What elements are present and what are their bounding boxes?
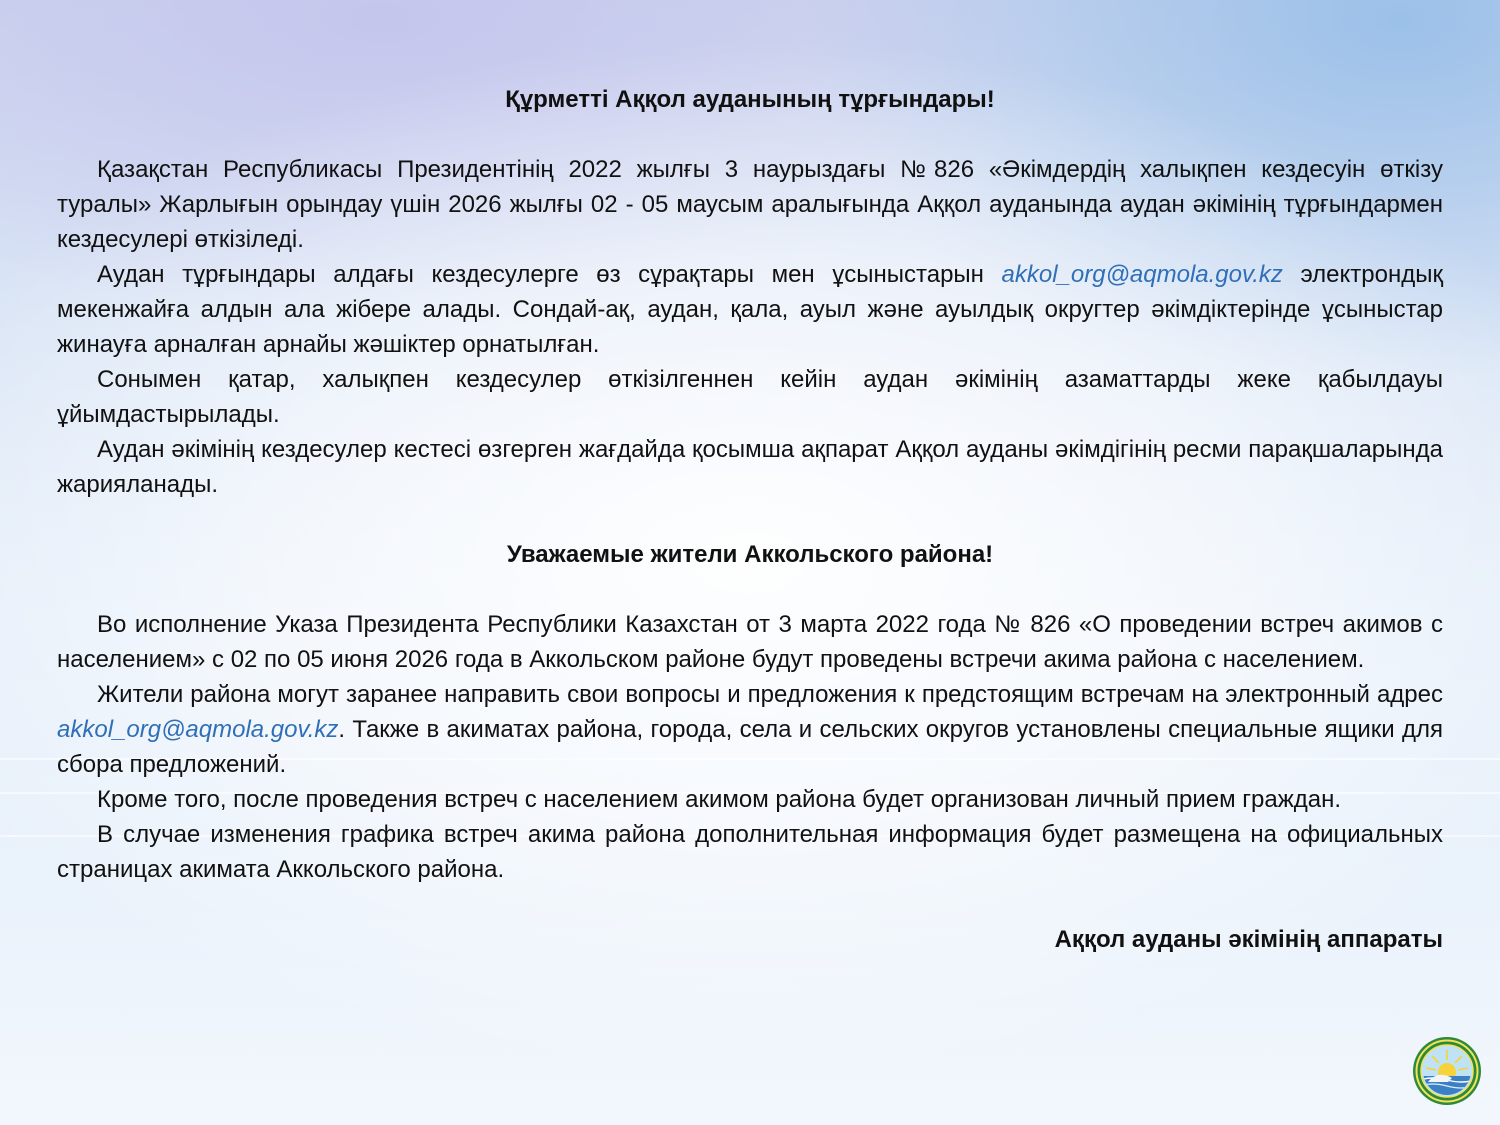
kazakh-paragraph-1: Қазақстан Республикасы Президентінің 2022 жылғы 3 наурыздағы №826 «Әкімдердің халықпен кездесуін өткізу туралы» Жарлығын орындау үшін 2026 жылғы 02 - 05 маусым аралығында Аққол ауданында аудан әкімінің тұрғындармен кездесулері өткізіледі. bbox=[57, 156, 1443, 253]
district-emblem-icon bbox=[1412, 1036, 1482, 1106]
email-link[interactable]: akkol_org@aqmola.gov.kz bbox=[57, 716, 339, 743]
russian-paragraph-2-text: . Также в акиматах района, города, села и сельских округов установлены специальные ящики для сбора предложений. bbox=[57, 716, 1443, 778]
kazakh-paragraph-2 bbox=[57, 257, 1443, 362]
russian-heading: Уважаемые жители Аккольского района! bbox=[506, 541, 994, 568]
kazakh-paragraph-4: Аудан әкімінің кездесулер кестесі өзгерген жағдайда қосымша ақпарат Аққол ауданы әкімдігінің ресми парақшаларында жарияланады. bbox=[57, 436, 1443, 498]
russian-paragraph-1: Во исполнение Указа Президента Республики Казахстан от 3 марта 2022 года № 826 «О проведении встреч акимов с населением» с 02 по 05 июня 2026 года в Аккольском районе будут проведены встречи акима района с населением. bbox=[57, 611, 1443, 673]
russian-paragraph-2-text: Жители района могут заранее направить свои вопросы и предложения к предстоящим встречам на электронный адрес bbox=[97, 681, 1443, 708]
russian-paragraph-4: В случае изменения графика встреч акима района дополнительная информация будет размещена на официальных страницах акимата Аккольского района. bbox=[57, 821, 1443, 883]
announcement bbox=[57, 82, 1443, 957]
kazakh-paragraph-2-text: электрондық мекенжайға алдын ала жібере алады. Сондай-ақ, аудан, қала, ауыл және ауылдық округтер әкімдіктерінде ұсыныстар жинауға арналған арнайы жәшіктер орнатылған. bbox=[57, 261, 1443, 358]
email-link[interactable]: akkol_org@aqmola.gov.kz bbox=[1001, 261, 1283, 288]
russian-paragraph-2 bbox=[57, 677, 1443, 782]
kazakh-paragraph-2-text: Аудан тұрғындары алдағы кездесулерге өз сұрақтары мен ұсыныстарын bbox=[97, 261, 1002, 288]
kazakh-heading: Құрметті Аққол ауданының тұрғындары! bbox=[505, 86, 995, 113]
kazakh-paragraph-3: Сонымен қатар, халықпен кездесулер өткізілгеннен кейін аудан әкімінің азаматтарды жеке қабылдауы ұйымдастырылады. bbox=[57, 366, 1443, 428]
signature: Аққол ауданы әкімінің аппараты bbox=[1054, 926, 1443, 953]
russian-paragraph-3: Кроме того, после проведения встреч с населением акимом района будет организован личный прием граждан. bbox=[97, 786, 1342, 813]
